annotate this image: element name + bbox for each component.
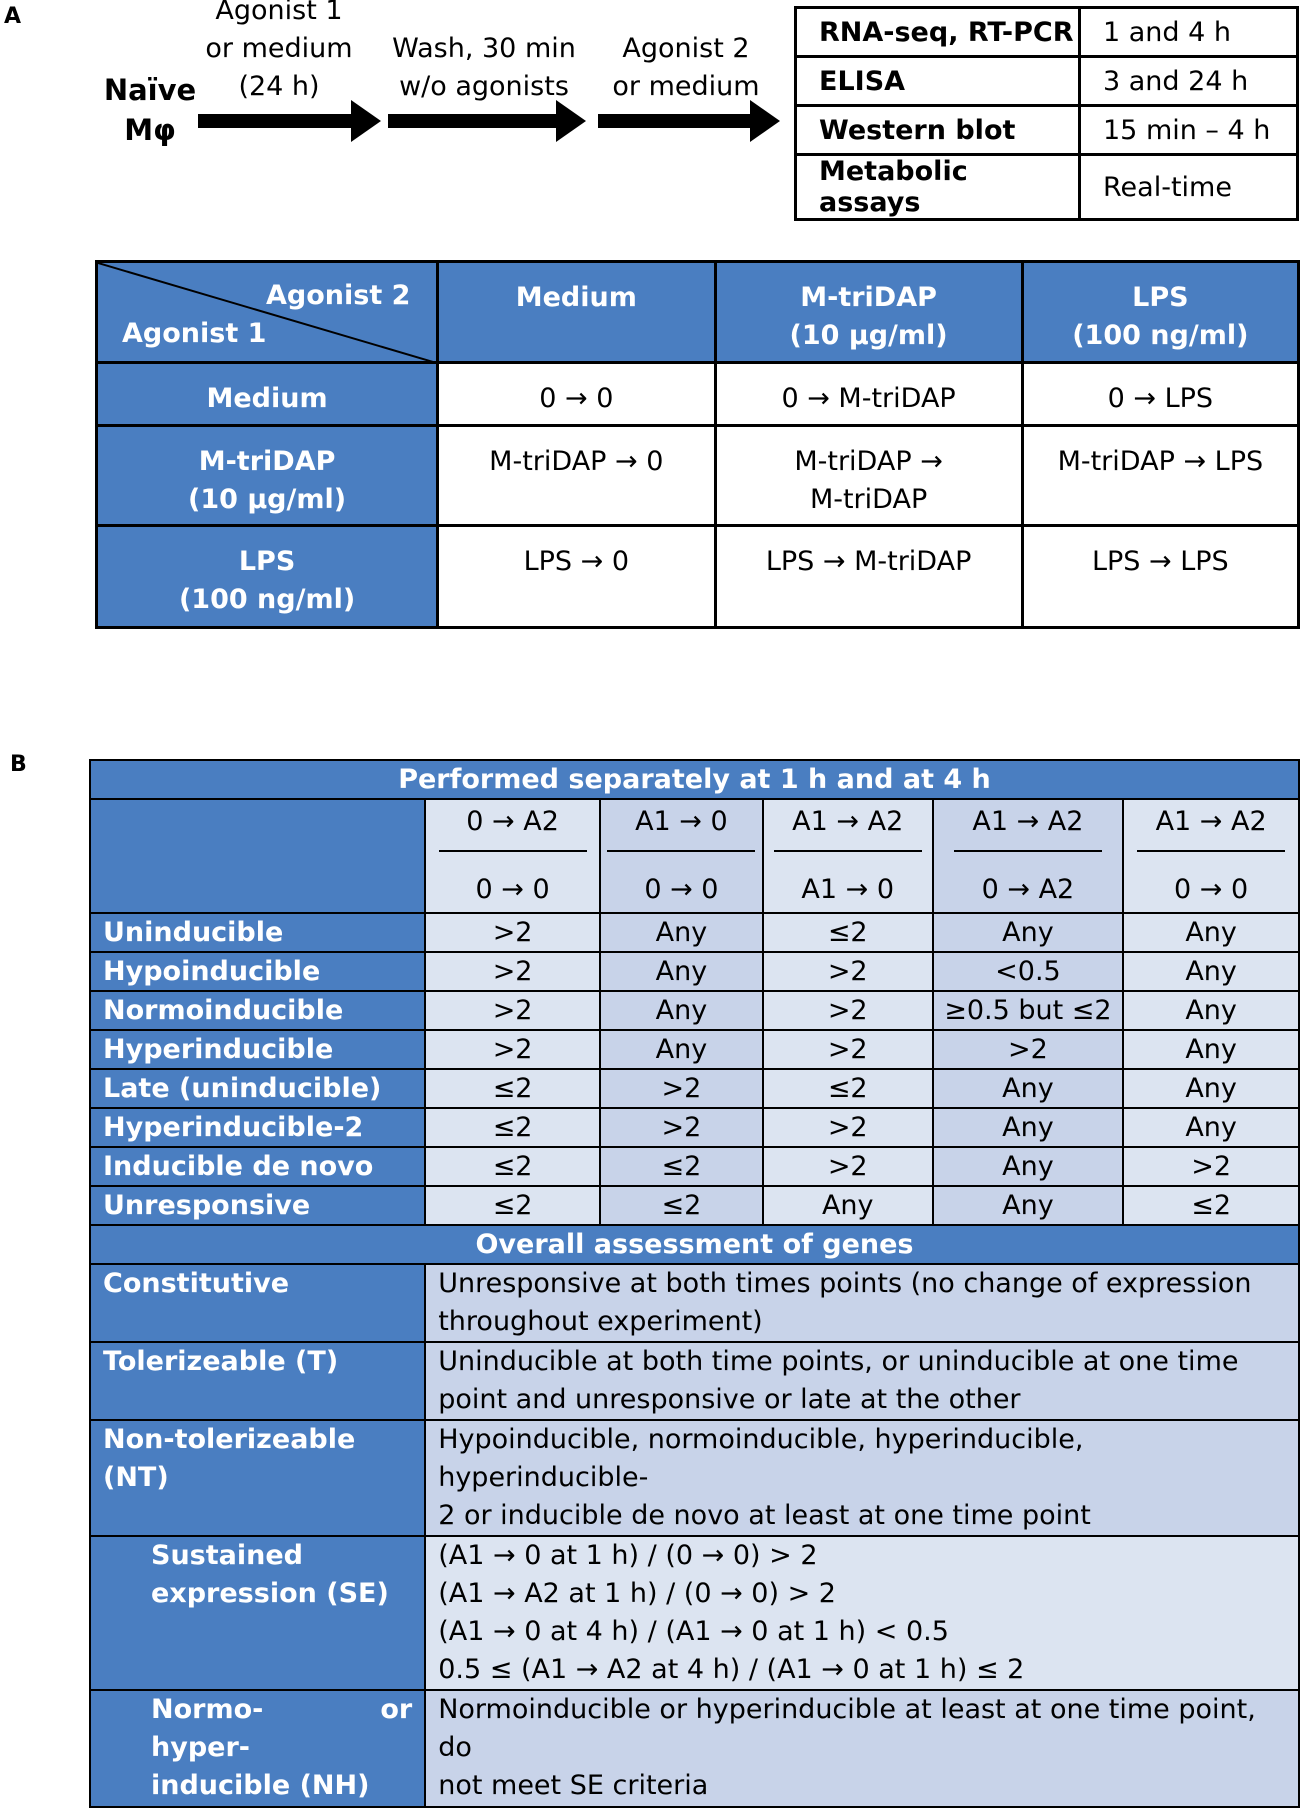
description-line: 0.5 ≤ (A1 → A2 at 4 h) / (A1 → 0 at 1 h) ≤ 2 (438, 1654, 1025, 1685)
category-value: Any (933, 1108, 1124, 1147)
assessment-description (425, 1420, 1299, 1536)
category-row (90, 1108, 1299, 1147)
section-header: Overall assessment of genes (90, 1225, 1299, 1264)
assessment-row (90, 1420, 1299, 1536)
treatment-matrix-table (95, 260, 1300, 629)
category-value: >2 (763, 952, 933, 991)
assessment-row (90, 1536, 1299, 1690)
step-line: w/o agonists (399, 71, 569, 102)
timing-row (796, 106, 1298, 155)
assessment-name (90, 1690, 425, 1807)
category-row (90, 952, 1299, 991)
category-value: ≤2 (425, 1069, 600, 1108)
header-line: M-triDAP (800, 282, 937, 313)
description-line: Normoinducible or hyperinducible at least at one time point, do (438, 1694, 1256, 1763)
assessment-name-line: expression (SE) (151, 1578, 389, 1609)
ratio-column-header (933, 799, 1124, 913)
category-value: Any (600, 1030, 763, 1069)
description-line: Hypoinducible, normoinducible, hyperinducible, hyperinducible- (438, 1424, 1084, 1493)
category-value: Any (1123, 1108, 1299, 1147)
assessment-name-line: Normo- or hyper- (151, 1694, 413, 1763)
assessment-name (90, 1342, 425, 1420)
treatment-row (97, 363, 1299, 426)
header-line: (100 ng/ml) (1072, 320, 1249, 351)
column-header (715, 262, 1022, 363)
category-value: >2 (600, 1108, 763, 1147)
category-name: Hyperinducible (90, 1030, 425, 1069)
step-line: or medium (612, 71, 760, 102)
category-name: Uninducible (90, 913, 425, 952)
corner-agonist2-label: Agonist 2 (266, 280, 411, 311)
ratio-numerator: A1 → A2 (1155, 806, 1267, 837)
category-value: Any (933, 1186, 1124, 1225)
category-value: ≤2 (425, 1147, 600, 1186)
header-line: Medium (206, 383, 328, 414)
step-line: (24 h) (238, 71, 320, 102)
treatment-header-row (97, 262, 1299, 363)
description-line: 2 or inducible de novo at least at one time point (438, 1500, 1091, 1531)
description-line: (A1 → 0 at 4 h) / (A1 → 0 at 1 h) < 0.5 (438, 1616, 949, 1647)
category-name: Hypoinducible (90, 952, 425, 991)
category-value: ≥0.5 but ≤2 (933, 991, 1124, 1030)
category-value: ≤2 (600, 1147, 763, 1186)
section-header: Performed separately at 1 h and at 4 h (90, 760, 1299, 799)
ratio-denominator: 0 → A2 (981, 874, 1075, 905)
category-row (90, 1186, 1299, 1225)
category-value: >2 (763, 1030, 933, 1069)
description-line: Uninducible at both time points, or uninducible at one time (438, 1346, 1239, 1377)
header-line: (10 µg/ml) (789, 320, 948, 351)
header-line: M-triDAP (198, 446, 336, 477)
corner-agonist1-label: Agonist 1 (122, 318, 267, 349)
category-value: >2 (425, 913, 600, 952)
treatment-cell (715, 363, 1022, 426)
category-row (90, 1069, 1299, 1108)
cell-line: M-triDAP → 0 (489, 446, 664, 477)
ratio-numerator: A1 → 0 (635, 806, 728, 837)
assay-time: 1 and 4 h (1080, 8, 1298, 57)
row-header (97, 526, 438, 628)
ratio-column-header (1123, 799, 1299, 913)
step-wash-text (384, 30, 584, 106)
cell-label-line: Mφ (124, 113, 176, 147)
treatment-cell (715, 426, 1022, 526)
cell-line: LPS → 0 (523, 546, 630, 577)
ratio-denominator: 0 → 0 (644, 874, 719, 905)
assay-name: RNA-seq, RT-PCR (796, 8, 1080, 57)
timing-row (796, 8, 1298, 57)
ratio-numerator: A1 → A2 (972, 806, 1084, 837)
assessment-description (425, 1536, 1299, 1690)
cell-label-line: Naïve (103, 73, 197, 107)
assay-name: Western blot (796, 106, 1080, 155)
description-line: point and unresponsive or late at the other (438, 1384, 1021, 1415)
step-line: Agonist 2 (622, 33, 750, 64)
panel-a-label: A (4, 4, 22, 29)
category-value: Any (600, 991, 763, 1030)
cell-line: 0 → 0 (539, 383, 614, 414)
ratio-header-row (90, 799, 1299, 913)
ratio-denominator: A1 → 0 (801, 874, 895, 905)
treatment-cell (1022, 426, 1298, 526)
category-value: Any (1123, 913, 1299, 952)
assessment-description (425, 1342, 1299, 1420)
category-name: Unresponsive (90, 1186, 425, 1225)
cell-line: M-triDAP (809, 484, 928, 515)
assay-name: Metabolic assays (796, 155, 1080, 220)
fraction-bar (774, 850, 922, 852)
category-value: Any (933, 1147, 1124, 1186)
cell-line: M-triDAP → LPS (1057, 446, 1264, 477)
assay-time: Real-time (1080, 155, 1298, 220)
category-value: Any (933, 1069, 1124, 1108)
treatment-cell (438, 426, 715, 526)
ratio-numerator: 0 → A2 (466, 806, 559, 837)
description-line: (A1 → 0 at 1 h) / (0 → 0) > 2 (438, 1540, 818, 1571)
assay-timing-table (794, 6, 1299, 221)
category-value: >2 (425, 952, 600, 991)
category-value: Any (1123, 1069, 1299, 1108)
row-header (97, 426, 438, 526)
category-value: ≤2 (425, 1108, 600, 1147)
category-value: Any (1123, 1030, 1299, 1069)
category-value: ≤2 (600, 1186, 763, 1225)
assessment-name-line: Non-tolerizeable (NT) (103, 1424, 356, 1493)
header-line: LPS (238, 546, 296, 577)
category-value: >2 (425, 991, 600, 1030)
cell-line: 0 → LPS (1107, 383, 1214, 414)
column-header (1022, 262, 1298, 363)
category-value: ≤2 (1123, 1186, 1299, 1225)
category-value: >2 (933, 1030, 1124, 1069)
step-agonist1-text (188, 0, 370, 106)
arrow-icon (388, 114, 586, 128)
assessment-name-line: inducible (NH) (151, 1770, 370, 1801)
category-value: Any (1123, 952, 1299, 991)
treatment-cell (715, 526, 1022, 628)
treatment-row (97, 526, 1299, 628)
header-line: (100 ng/ml) (178, 584, 356, 615)
header-line: Medium (515, 282, 637, 313)
assessment-name-line: Tolerizeable (T) (103, 1346, 339, 1377)
cell-line: LPS → M-triDAP (765, 546, 972, 577)
assay-time: 3 and 24 h (1080, 57, 1298, 106)
category-value: ≤2 (763, 1069, 933, 1108)
category-row (90, 913, 1299, 952)
treatment-cell (438, 363, 715, 426)
category-value: Any (763, 1186, 933, 1225)
category-name: Normoinducible (90, 991, 425, 1030)
assay-time: 15 min – 4 h (1080, 106, 1298, 155)
ratio-column-header (763, 799, 933, 913)
category-value: Any (600, 952, 763, 991)
treatment-cell (438, 526, 715, 628)
treatment-cell (1022, 526, 1298, 628)
category-name: Inducible de novo (90, 1147, 425, 1186)
ratio-numerator: A1 → A2 (792, 806, 904, 837)
cell-line: M-triDAP → (794, 446, 943, 477)
assessment-row (90, 1342, 1299, 1420)
step-line: or medium (205, 33, 353, 64)
assessment-name-line: Sustained (151, 1540, 303, 1571)
category-value: >2 (1123, 1147, 1299, 1186)
treatment-row (97, 426, 1299, 526)
description-line: throughout experiment) (438, 1306, 763, 1337)
empty-corner-cell (90, 799, 425, 913)
category-row (90, 991, 1299, 1030)
cell-line: LPS → LPS (1091, 546, 1229, 577)
assessment-row (90, 1690, 1299, 1807)
description-line: (A1 → A2 at 1 h) / (0 → 0) > 2 (438, 1578, 836, 1609)
fraction-bar (1137, 850, 1285, 852)
assessment-name (90, 1264, 425, 1342)
assessment-description (425, 1264, 1299, 1342)
header-line: LPS (1132, 282, 1189, 313)
category-row (90, 1147, 1299, 1186)
category-value: >2 (425, 1030, 600, 1069)
step-line: Wash, 30 min (392, 33, 576, 64)
category-value: >2 (763, 1147, 933, 1186)
criteria-table (89, 759, 1300, 1808)
step-line: Agonist 1 (215, 0, 343, 26)
cell-line: 0 → M-triDAP (781, 383, 956, 414)
category-name: Hyperinducible-2 (90, 1108, 425, 1147)
category-value: >2 (600, 1069, 763, 1108)
category-value: ≤2 (763, 913, 933, 952)
arrow-icon (598, 114, 780, 128)
assessment-name-line: Constitutive (103, 1268, 290, 1299)
fraction-bar (607, 850, 755, 852)
step-agonist2-text (600, 30, 772, 106)
fraction-bar (954, 850, 1102, 852)
category-value: ≤2 (425, 1186, 600, 1225)
ratio-column-header (600, 799, 763, 913)
category-value: <0.5 (933, 952, 1124, 991)
panel-b-label: B (10, 752, 27, 777)
ratio-column-header (425, 799, 600, 913)
fraction-bar (439, 850, 587, 852)
category-value: Any (933, 913, 1124, 952)
category-name: Late (uninducible) (90, 1069, 425, 1108)
corner-cell (97, 262, 438, 363)
assessment-description (425, 1690, 1299, 1807)
arrow-icon (198, 114, 381, 128)
header-row (90, 760, 1299, 799)
header-row (90, 1225, 1299, 1264)
column-header (438, 262, 715, 363)
category-row (90, 1030, 1299, 1069)
category-value: Any (1123, 991, 1299, 1030)
description-line: Unresponsive at both times points (no change of expression (438, 1268, 1252, 1299)
assessment-name (90, 1536, 425, 1690)
category-value: >2 (763, 991, 933, 1030)
treatment-cell (1022, 363, 1298, 426)
header-line: (10 µg/ml) (188, 484, 347, 515)
assay-name: ELISA (796, 57, 1080, 106)
ratio-denominator: 0 → 0 (1174, 874, 1249, 905)
timing-row (796, 57, 1298, 106)
category-value: >2 (763, 1108, 933, 1147)
description-line: not meet SE criteria (438, 1770, 709, 1801)
assessment-name (90, 1420, 425, 1536)
ratio-denominator: 0 → 0 (475, 874, 550, 905)
row-header (97, 363, 438, 426)
assessment-row (90, 1264, 1299, 1342)
category-value: Any (600, 913, 763, 952)
timing-row (796, 155, 1298, 220)
